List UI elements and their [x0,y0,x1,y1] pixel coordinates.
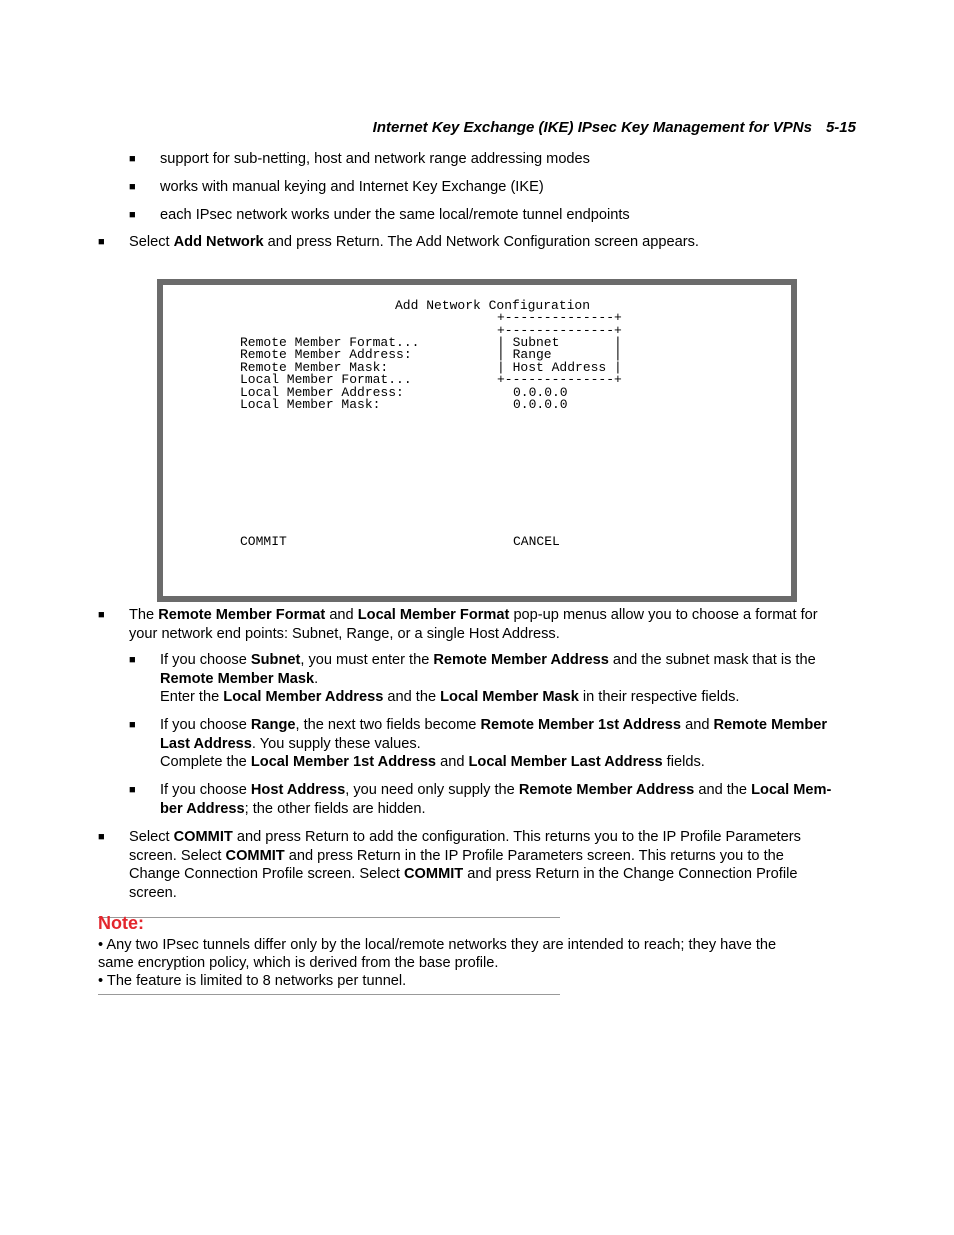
bullet-icon: ■ [129,784,136,796]
note-line: • Any two IPsec tunnels differ only by the local/remote networks they are intended to reach; they have the [98,937,777,953]
bullet-icon: ■ [98,609,105,621]
bullet-icon: ■ [98,831,105,843]
cancel-button[interactable]: CANCEL [513,534,560,549]
local-member-mask-value: 0.0.0.0 [513,397,568,412]
add-network-configuration-screen [157,279,797,602]
remote-member-mask-field[interactable]: Remote Member Mask: [240,360,389,375]
local-member-address-value: 0.0.0.0 [513,385,568,400]
bullet-icon: ■ [129,153,136,165]
note-rule-top [98,917,560,918]
header-title: Internet Key Exchange (IKE) IPsec Key Management for VPNs [372,119,812,136]
note-title: Note: [98,913,144,933]
popup-option-subnet[interactable]: | Subnet | [497,335,622,350]
note-line: same encryption policy, which is derived from the base profile. [98,955,499,971]
note-rule-bottom [98,994,560,995]
popup-border: +--------------+ [497,323,622,338]
bullet-icon: ■ [129,209,136,221]
remote-member-address-field[interactable]: Remote Member Address: [240,347,412,362]
local-member-mask-field[interactable]: Local Member Mask: [240,397,381,412]
popup-border-top: +--------------+ [497,310,622,325]
running-header [373,119,856,138]
local-member-format-field[interactable]: Local Member Format... [240,372,412,387]
page-number: 5-15 [825,119,856,136]
bullet-icon: ■ [129,181,136,193]
commit-button[interactable]: COMMIT [240,534,287,549]
remote-member-format-field[interactable]: Remote Member Format... [240,335,420,350]
terminal-display [163,285,791,596]
local-member-address-field[interactable]: Local Member Address: [240,385,404,400]
popup-option-host-address[interactable]: | Host Address | [497,360,622,375]
note-line: • The feature is limited to 8 networks per tunnel. [98,973,407,989]
bullet-icon: ■ [129,654,136,666]
bullet-icon: ■ [98,236,105,248]
bullet-icon: ■ [129,719,136,731]
popup-option-range[interactable]: | Range | [497,347,622,362]
popup-border-bottom: +--------------+ [497,372,622,387]
screen-title: Add Network Configuration [395,298,591,313]
